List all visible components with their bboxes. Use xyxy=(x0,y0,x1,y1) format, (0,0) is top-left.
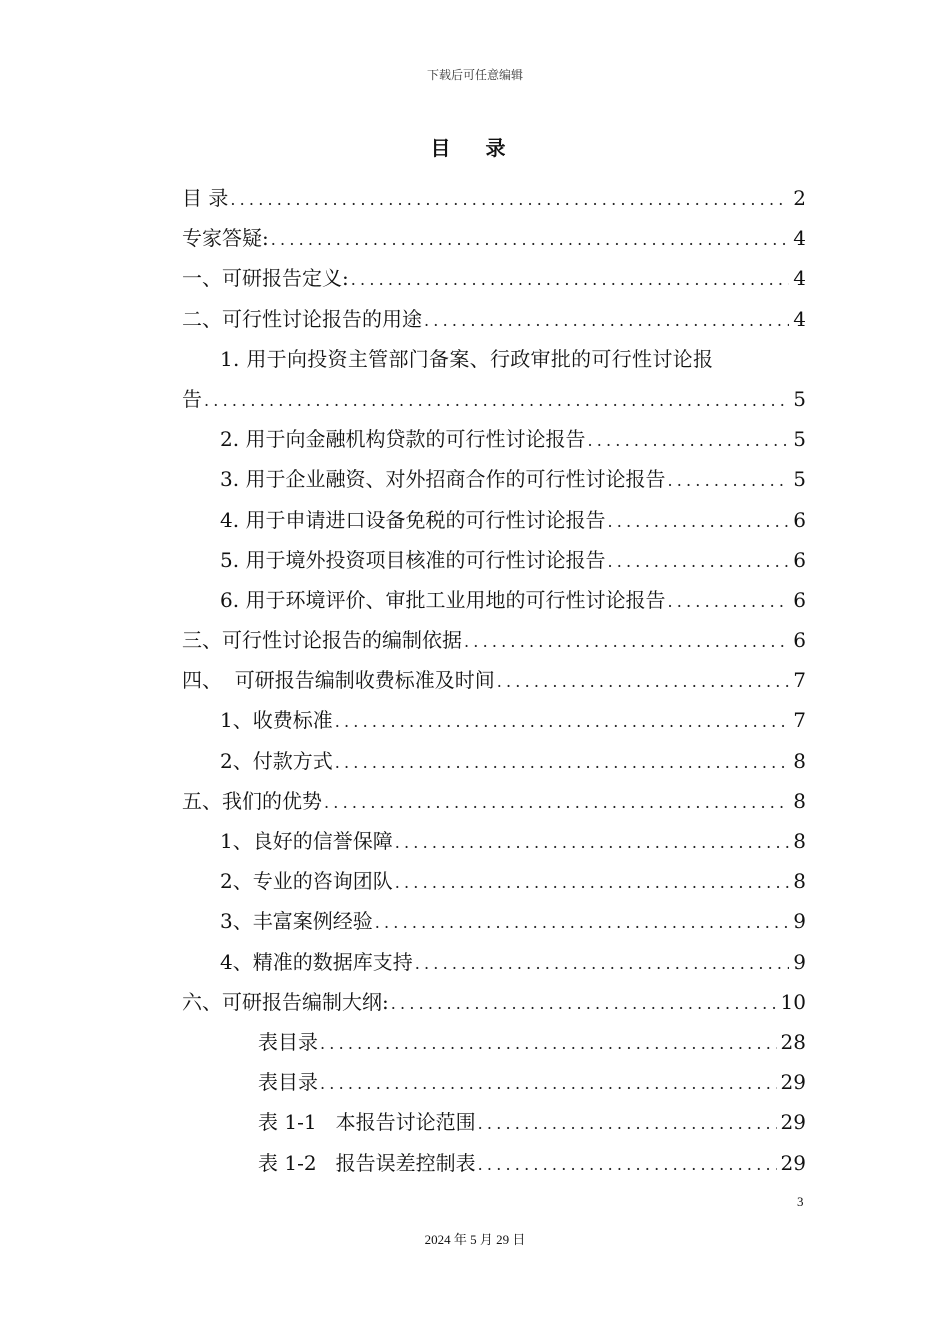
toc-entry-page: 8 xyxy=(793,829,806,853)
toc-leader-dots xyxy=(351,260,790,300)
toc-entry-5-3[interactable] xyxy=(182,901,806,941)
toc-entry-5-2[interactable] xyxy=(182,861,806,901)
toc-entry-section-3[interactable] xyxy=(182,620,806,660)
page-header: 下载后可任意编辑 xyxy=(426,68,523,82)
toc-entry-page: 10 xyxy=(780,989,806,1014)
toc-entry-page: 2 xyxy=(793,186,806,210)
toc-entry-2-6[interactable] xyxy=(182,580,806,620)
toc-leader-dots xyxy=(320,1024,777,1064)
toc-entry-label: 目 录 xyxy=(182,186,229,210)
toc-entry-page: 4 xyxy=(793,266,806,291)
toc-entry-2-3[interactable] xyxy=(182,459,806,499)
toc-entry-page: 8 xyxy=(793,788,806,813)
toc-entry-page: 8 xyxy=(793,869,806,894)
toc-entry-label: 4、精准的数据库支持 xyxy=(220,949,413,974)
toc-entry-label: 告 xyxy=(182,386,202,411)
toc-leader-dots xyxy=(415,944,790,984)
toc-entry-expert-qa[interactable] xyxy=(182,218,806,258)
toc-entry-page: 29 xyxy=(780,1070,806,1095)
toc-entry-page: 7 xyxy=(793,708,806,733)
toc-entry-2-2[interactable] xyxy=(182,419,806,459)
toc-leader-dots xyxy=(230,180,789,220)
toc-entry-2-4[interactable] xyxy=(182,500,806,540)
toc-entry-page: 4 xyxy=(793,226,806,251)
toc-entry-section-2[interactable] xyxy=(182,299,806,339)
toc-leader-dots xyxy=(667,582,789,622)
toc-entry-label: 2、付款方式 xyxy=(220,748,333,773)
toc-entry-section-1[interactable] xyxy=(182,258,806,298)
toc-entry-page: 9 xyxy=(793,949,806,974)
toc-entry-page: 6 xyxy=(793,628,806,653)
toc-leader-dots xyxy=(497,662,790,702)
toc-entry-label: 五、我们的优势 xyxy=(182,788,322,813)
toc-entry-table-1-1[interactable] xyxy=(182,1102,806,1142)
toc-entry-label: 6. 用于环境评价、审批工业用地的可行性讨论报告 xyxy=(220,587,666,612)
toc-entry-label: 4. 用于申请进口设备免税的可行性讨论报告 xyxy=(220,507,606,532)
toc-entry-page: 5 xyxy=(793,467,806,492)
toc-entry-section-6[interactable] xyxy=(182,982,806,1022)
toc-leader-dots xyxy=(395,863,790,903)
toc-leader-dots xyxy=(667,461,789,501)
toc-leader-dots xyxy=(424,301,789,341)
toc-leader-dots xyxy=(271,220,790,260)
toc-entry-4-2[interactable] xyxy=(182,741,806,781)
toc-entry-table-list-1[interactable] xyxy=(182,1022,806,1062)
toc-leader-dots xyxy=(587,421,789,461)
toc-leader-dots xyxy=(335,743,790,783)
toc-entry-page: 7 xyxy=(793,668,806,693)
toc-entry-label: 1、收费标准 xyxy=(220,708,333,733)
footer-date: 2024 年 5 月 29 日 xyxy=(424,1232,526,1247)
toc-entry-table-1-2[interactable] xyxy=(182,1143,806,1183)
toc-entry-page: 29 xyxy=(780,1110,806,1135)
toc-entry-label: 六、可研报告编制大纲: xyxy=(182,989,389,1014)
toc-entry-label: 专家答疑: xyxy=(182,226,269,251)
toc-leader-dots xyxy=(204,381,789,421)
toc-entry-label: 表目录 xyxy=(258,1070,318,1095)
toc-leader-dots xyxy=(335,702,790,742)
toc-entry-label: 2. 用于向金融机构贷款的可行性讨论报告 xyxy=(220,427,586,452)
toc-entry-label: 四、 可研报告编制收费标准及时间 xyxy=(182,668,495,693)
toc-entry-label: 3、丰富案例经验 xyxy=(220,909,373,934)
toc-entry-label: 表 1-1 本报告讨论范围 xyxy=(258,1110,476,1135)
toc-entry-section-5[interactable] xyxy=(182,781,806,821)
toc-entry-label: 二、可行性讨论报告的用途 xyxy=(182,306,422,331)
toc-entry-4-1[interactable] xyxy=(182,700,806,740)
toc-entry-5-4[interactable] xyxy=(182,942,806,982)
toc-entry-label: 1. 用于向投资主管部门备案、行政审批的可行性讨论报 xyxy=(220,346,714,371)
toc-entry-label: 1、良好的信誉保障 xyxy=(220,829,393,853)
toc-entry-label: 表目录 xyxy=(258,1029,318,1054)
toc-entry-2-5[interactable] xyxy=(182,540,806,580)
toc-leader-dots xyxy=(464,622,789,662)
toc-entry-label: 三、可行性讨论报告的编制依据 xyxy=(182,628,462,653)
toc-entry-page: 4 xyxy=(793,306,806,331)
toc-entry-page: 5 xyxy=(793,427,806,452)
toc-entry-page: 9 xyxy=(793,909,806,934)
toc-entry-page: 28 xyxy=(780,1029,806,1054)
toc-entry-label: 3. 用于企业融资、对外招商合作的可行性讨论报告 xyxy=(220,467,666,492)
toc-leader-dots xyxy=(607,542,789,582)
toc-entry-mulu[interactable] xyxy=(182,178,806,218)
toc-entry-2-1-line2[interactable] xyxy=(182,379,806,419)
toc-leader-dots xyxy=(395,823,790,863)
toc-entry-section-4[interactable] xyxy=(182,660,806,700)
toc-leader-dots xyxy=(320,1064,777,1104)
toc-entry-page: 6 xyxy=(793,507,806,532)
toc-entry-label: 5. 用于境外投资项目核准的可行性讨论报告 xyxy=(220,547,606,572)
toc-entry-page: 6 xyxy=(793,587,806,612)
toc-entry-label: 表 1-2 报告误差控制表 xyxy=(258,1150,476,1175)
toc-entry-page: 6 xyxy=(793,547,806,572)
toc-entry-5-1[interactable] xyxy=(182,821,806,861)
toc-leader-dots xyxy=(375,903,790,943)
toc-entry-label: 一、可研报告定义: xyxy=(182,266,349,291)
table-of-contents xyxy=(182,178,806,1183)
toc-leader-dots xyxy=(478,1145,777,1185)
toc-entry-2-1-line1[interactable] xyxy=(182,339,806,379)
toc-leader-dots xyxy=(478,1104,777,1144)
toc-leader-dots xyxy=(391,984,777,1024)
toc-entry-page: 29 xyxy=(780,1150,806,1175)
toc-entry-page: 5 xyxy=(793,386,806,411)
toc-entry-page: 8 xyxy=(793,748,806,773)
toc-leader-dots xyxy=(324,783,789,823)
toc-leader-dots xyxy=(607,502,789,542)
toc-entry-table-list-2[interactable] xyxy=(182,1062,806,1102)
page-number: 3 xyxy=(797,1194,804,1209)
toc-title: 目 录 xyxy=(430,136,520,160)
toc-entry-label: 2、专业的咨询团队 xyxy=(220,869,393,894)
